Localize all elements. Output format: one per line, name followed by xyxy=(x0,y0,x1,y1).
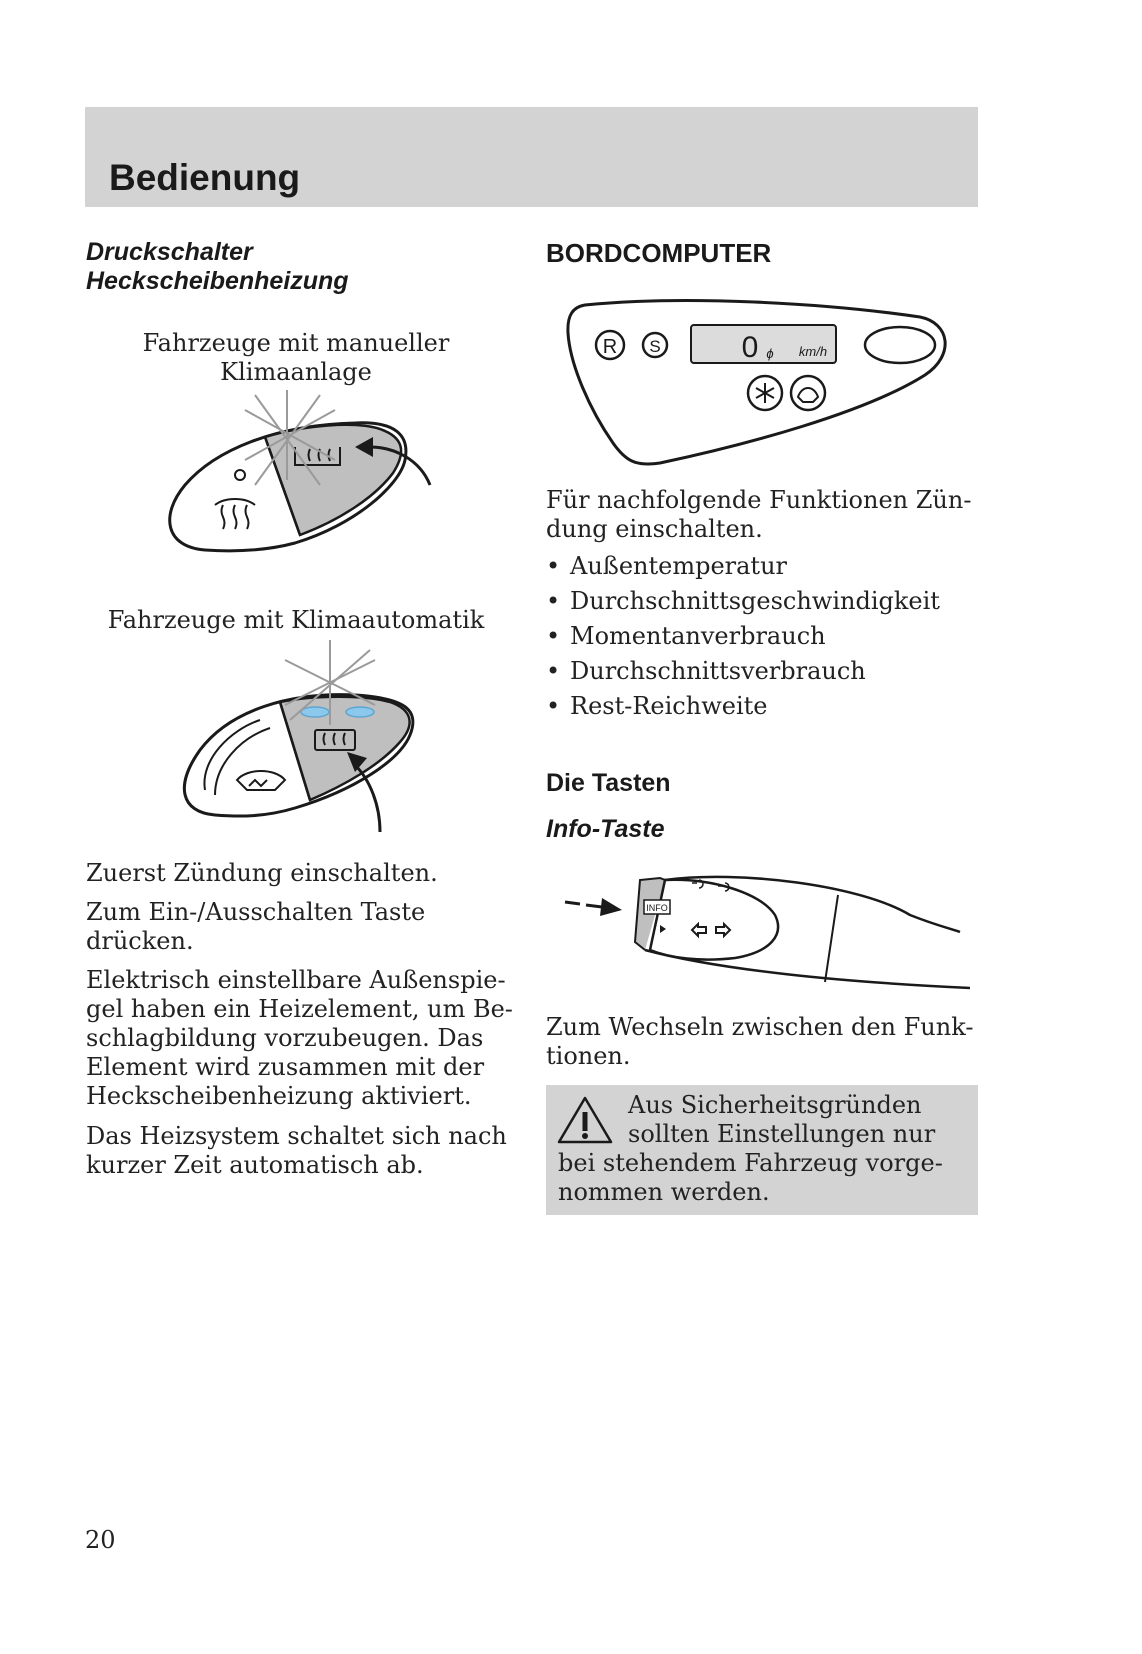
section-heading-line2: Heckscheibenheizung xyxy=(86,267,349,295)
indicator-light-left xyxy=(301,707,329,717)
chapter-header xyxy=(85,107,978,207)
oval-button xyxy=(865,327,935,363)
caption-auto: Fahrzeuge mit Klimaautomatik xyxy=(107,606,485,634)
svg-text:R: R xyxy=(602,336,618,358)
subheading-buttons: Die Tasten xyxy=(546,769,671,797)
indicator-light-right xyxy=(346,707,374,717)
warning-text-line3: bei stehendem Fahrzeug vorge- xyxy=(558,1149,943,1177)
caption-manual-line2: Klimaanlage xyxy=(220,358,372,386)
trip-computer-display-illustration xyxy=(565,295,955,470)
svg-text:S: S xyxy=(649,337,661,356)
list-item: • Außentemperatur xyxy=(546,552,788,580)
warning-text-line1: Aus Sicherheitsgründen xyxy=(628,1091,922,1119)
chapter-title: Bedienung xyxy=(109,157,301,198)
subheading-info-button: Info-Taste xyxy=(546,815,665,843)
list-item: • Momentanverbrauch xyxy=(546,622,826,650)
info-button-label: INFO xyxy=(646,903,668,913)
bordcomputer-heading: BORDCOMPUTER xyxy=(546,238,772,268)
safety-warning-box xyxy=(546,1085,978,1215)
paragraph-press-button: Zum Ein-/Ausschalten Taste drücken. xyxy=(86,898,426,955)
bordcomputer-intro: Für nachfolgende Funktionen Zün- dung einschalten. xyxy=(546,486,972,543)
list-item: • Durchschnittsverbrauch xyxy=(546,657,866,685)
lcd-reading: 0 xyxy=(741,331,759,364)
warning-text-line4: nommen werden. xyxy=(558,1178,770,1206)
press-arrow xyxy=(565,898,622,916)
info-button-description: Zum Wechseln zwischen den Funk- tionen. xyxy=(546,1013,974,1070)
caption-manual-line1: Fahrzeuge mit manueller xyxy=(142,329,450,357)
paragraph-ignition: Zuerst Zündung einschalten. xyxy=(86,859,438,887)
list-item: • Rest-Reichweite xyxy=(546,692,768,720)
section-heading-line1: Druckschalter xyxy=(86,238,253,266)
warning-icon xyxy=(556,1095,614,1145)
auto-climate-switch-illustration xyxy=(175,640,450,840)
page-number: 20 xyxy=(85,1526,116,1554)
manual-climate-switch-illustration xyxy=(155,385,445,560)
paragraph-auto-off: Das Heizsystem schaltet sich nach kurzer Zeit automatisch ab. xyxy=(86,1122,507,1179)
warning-text-line2: sollten Einstellungen nur xyxy=(628,1120,936,1148)
function-list xyxy=(546,549,940,724)
lcd-avg-symbol: ϕ xyxy=(766,346,774,361)
info-stalk-illustration xyxy=(560,870,970,995)
paragraph-mirrors: Elektrisch einstellbare Außenspie- gel haben ein Heizelement, um Be- schlagbildung vorzubeugen. Das Element wird zusammen mit der Heckscheibenheizung aktiviert. xyxy=(86,966,513,1110)
list-item: • Durchschnittsgeschwindigkeit xyxy=(546,587,940,615)
lcd-unit: km/h xyxy=(798,344,828,359)
